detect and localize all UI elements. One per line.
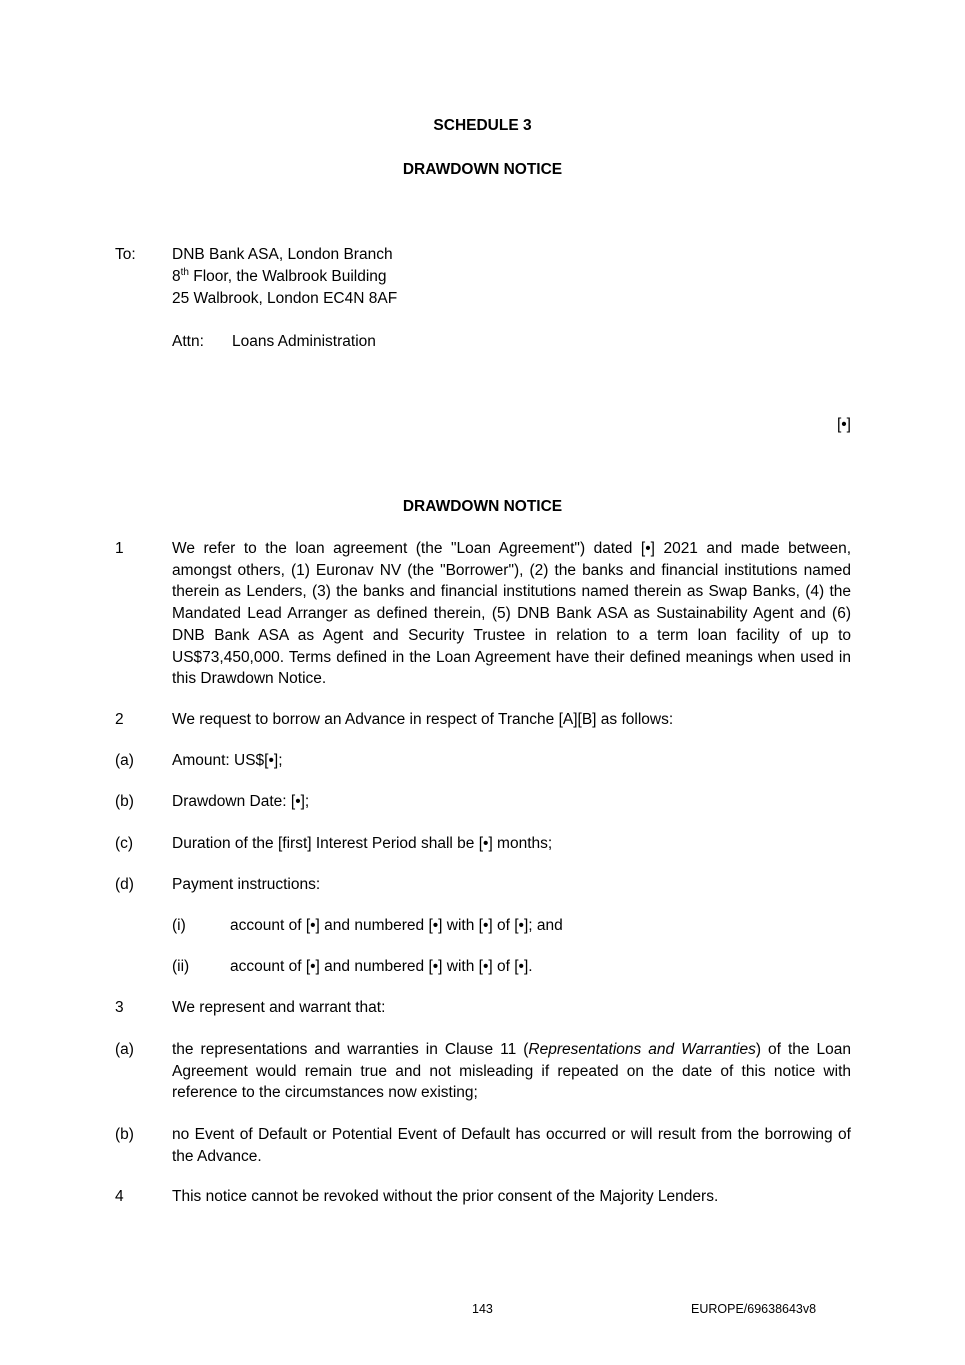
page-number: 143 xyxy=(472,1302,493,1316)
clause-2b-text: Drawdown Date: [•]; xyxy=(172,793,310,810)
clause-4-number: 4 xyxy=(115,1188,124,1205)
clause-3-number: 3 xyxy=(115,999,124,1016)
clause-3b-number: (b) xyxy=(115,1126,134,1143)
clause-2c-text: Duration of the [first] Interest Period shall be [•] months; xyxy=(172,835,553,852)
clause-2d-ii-number: (ii) xyxy=(172,958,190,975)
clause-2d-ii-text: account of [•] and numbered [•] with [•] of [•]. xyxy=(230,958,533,975)
to-label: To: xyxy=(115,246,136,263)
clause-2d-number: (d) xyxy=(115,876,134,893)
clause-3b-text: no Event of Default or Potential Event of Default has occurred or will result from the borrowing of the Advance. xyxy=(172,1126,851,1165)
clause-2-number: 2 xyxy=(115,711,124,728)
clause-2d-text: Payment instructions: xyxy=(172,876,321,893)
addressee-line-2: 8th Floor, the Walbrook Building xyxy=(172,266,387,285)
attn-value: Loans Administration xyxy=(232,333,376,350)
clause-2c-number: (c) xyxy=(115,835,134,852)
clause-2d-i-text: account of [•] and numbered [•] with [•] of [•]; and xyxy=(230,917,563,934)
schedule-title: SCHEDULE 3 xyxy=(433,117,532,134)
clause-1-number: 1 xyxy=(115,540,124,557)
clause-3a-number: (a) xyxy=(115,1041,134,1058)
clause-2-text: We request to borrow an Advance in respect of Tranche [A][B] as follows: xyxy=(172,711,674,728)
body-title: DRAWDOWN NOTICE xyxy=(402,498,563,515)
notice-title: DRAWDOWN NOTICE xyxy=(402,161,563,178)
date-placeholder: [•] xyxy=(836,416,851,433)
addressee-line-1: DNB Bank ASA, London Branch xyxy=(172,246,393,263)
attn-label: Attn: xyxy=(172,333,204,350)
addressee-line-3: 25 Walbrook, London EC4N 8AF xyxy=(172,290,398,307)
clause-2a-text: Amount: US$[•]; xyxy=(172,752,283,769)
clause-4-text: This notice cannot be revoked without the prior consent of the Majority Lenders. xyxy=(172,1188,719,1205)
clause-3a-text: the representations and warranties in Clause 11 (Representations and Warranties) of the Loan Agreement would remain true and not misleading if repeated on the date of this notice with reference to the circumstances now existing; xyxy=(172,1041,851,1102)
clause-1-text: We refer to the loan agreement (the "Loan Agreement") dated [•] 2021 and made between, amongst others, (1) Euronav NV (the "Borrower"), (2) the banks and financial institutions named therein as Lenders, (3) the banks and financial institutions named therein as Swap Banks, (4) the Mandated Lead Arranger as defined therein, (5) DNB Bank ASA as Sustainability Agent and (6) DNB Bank ASA as Agent and Security Trustee in relation to a term loan facility of up to US$73,450,000. Terms defined in the Loan Agreement have their defined meanings when used in this Drawdown Notice. xyxy=(172,540,851,688)
clause-3-text: We represent and warrant that: xyxy=(172,999,386,1016)
document-reference: EUROPE/69638643v8 xyxy=(691,1302,817,1316)
clause-2d-i-number: (i) xyxy=(172,917,186,934)
clause-2b-number: (b) xyxy=(115,793,134,810)
clause-2a-number: (a) xyxy=(115,752,134,769)
